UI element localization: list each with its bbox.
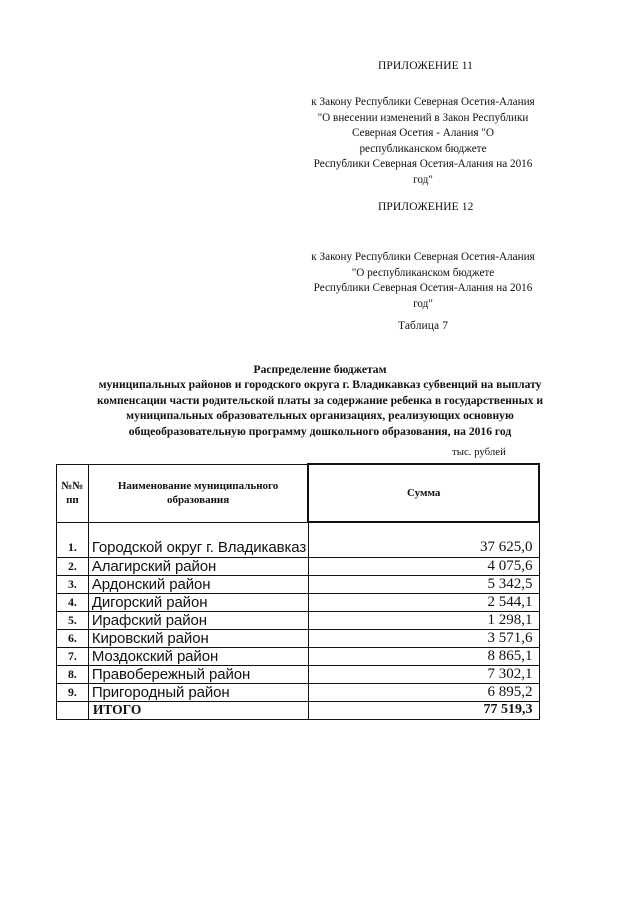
title-line: Распределение бюджетам — [253, 363, 387, 376]
appendix-11-line: "О внесении изменений в Закон Республики — [317, 111, 529, 124]
header-num-line: №№ — [61, 480, 84, 492]
row-num: 8. — [57, 665, 89, 683]
row-sum: 37 625,0 — [308, 522, 539, 557]
table-row — [57, 593, 540, 611]
row-num: 5. — [57, 611, 89, 629]
table-row — [57, 665, 540, 683]
row-name: Кировский район — [88, 629, 308, 647]
row-num: 2. — [57, 557, 89, 575]
table-row — [57, 557, 540, 575]
row-num: 9. — [57, 683, 89, 701]
row-name: Правобережный район — [88, 665, 308, 683]
row-num: 1. — [57, 522, 89, 557]
appendix-11-line: республиканском бюджете — [359, 142, 487, 155]
table-row — [57, 611, 540, 629]
appendix-12-line: к Закону Республики Северная Осетия-Алания — [311, 251, 535, 263]
table-total-row — [57, 701, 540, 719]
title-line: муниципальных образовательных организациях, реализующих основную — [126, 409, 514, 423]
row-sum: 1 298,1 — [308, 611, 539, 629]
total-num-cell — [57, 701, 89, 719]
units-label: тыс. рублей — [452, 446, 506, 458]
total-sum: 77 519,3 — [308, 701, 539, 719]
title-line: общеобразовательную программу дошкольного образования, на 2016 год — [128, 424, 512, 438]
header-num — [57, 464, 89, 522]
appendix-12-title: ПРИЛОЖЕНИЕ 12 — [378, 201, 474, 213]
row-num: 6. — [57, 629, 89, 647]
row-name: Ирафский район — [88, 611, 308, 629]
total-label: ИТОГО — [88, 701, 308, 719]
row-name: Дигорский район — [88, 593, 308, 611]
table-row — [57, 522, 540, 557]
row-name: Пригородный район — [88, 683, 308, 701]
title-line: муниципальных районов и городского округа г. Владикавказ субвенций на выплату — [98, 378, 542, 392]
title-line: компенсации части родительской платы за содержание ребенка в государственных и — [96, 393, 544, 407]
appendix-12-line: год" — [413, 297, 433, 310]
row-num: 7. — [57, 647, 89, 665]
table-row — [57, 629, 540, 647]
row-num: 3. — [57, 575, 89, 593]
appendix-11-line: Республики Северная Осетия-Алания на 2016 — [313, 158, 533, 170]
table-row — [57, 683, 540, 701]
budget-table — [56, 463, 540, 720]
appendix-11-line: год" — [413, 173, 433, 186]
appendix-11-line: к Закону Республики Северная Осетия-Алания — [311, 96, 535, 108]
row-sum: 4 075,6 — [308, 557, 539, 575]
row-sum: 7 302,1 — [308, 665, 539, 683]
document-title — [60, 362, 580, 439]
header-sum-label: Сумма — [406, 487, 441, 499]
row-sum: 3 571,6 — [308, 629, 539, 647]
header-name-line: Наименование муниципального — [117, 480, 279, 492]
appendix-12-reference — [303, 250, 543, 312]
table-label: Таблица 7 — [398, 320, 449, 332]
row-sum: 6 895,2 — [308, 683, 539, 701]
header-name-line: образования — [166, 494, 230, 506]
header-sum — [308, 464, 539, 522]
appendix-11-reference — [303, 95, 543, 188]
row-sum: 8 865,1 — [308, 647, 539, 665]
table-row — [57, 575, 540, 593]
row-name: Городской округ г. Владикавказ — [88, 522, 308, 557]
table-row — [57, 647, 540, 665]
row-name: Ардонский район — [88, 575, 308, 593]
row-name: Алагирский район — [88, 557, 308, 575]
row-name: Моздокский район — [88, 647, 308, 665]
appendix-12-line: Республики Северная Осетия-Алания на 2016 — [313, 282, 533, 294]
header-num-line: пп — [66, 494, 79, 506]
header-name — [88, 464, 308, 522]
row-sum: 2 544,1 — [308, 593, 539, 611]
appendix-12-line: "О республиканском бюджете — [351, 266, 495, 279]
row-num: 4. — [57, 593, 89, 611]
table-header-row — [57, 464, 540, 522]
row-sum: 5 342,5 — [308, 575, 539, 593]
appendix-11-title: ПРИЛОЖЕНИЕ 11 — [378, 60, 474, 72]
appendix-11-line: Северная Осетия - Алания "О — [352, 127, 494, 139]
